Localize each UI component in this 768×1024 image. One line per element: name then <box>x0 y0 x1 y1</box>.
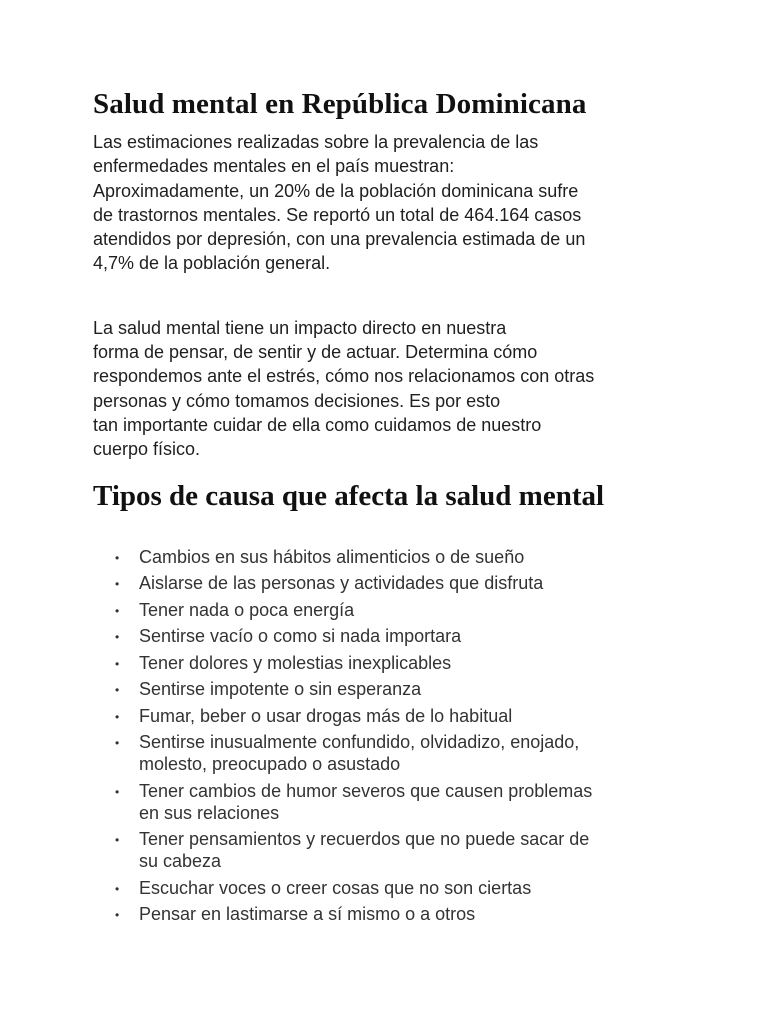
list-item-line: en sus relaciones <box>139 802 280 823</box>
paragraph-line: Las estimaciones realizadas sobre la prevalencia de las <box>93 132 539 152</box>
list-item-line: Cambios en sus hábitos alimenticios o de sueño <box>139 546 525 567</box>
list-item <box>93 599 683 621</box>
list-item-text <box>139 599 683 621</box>
list-item-line: Escuchar voces o creer cosas que no son ciertas <box>139 877 532 898</box>
bullet-icon: • <box>115 656 120 671</box>
paragraph-line: La salud mental tiene un impacto directo en nuestra <box>93 317 507 338</box>
paragraph-line: 4,7% de la población general. <box>93 253 331 274</box>
bullet-icon: • <box>115 577 120 592</box>
list-item-text <box>139 780 683 824</box>
list-item <box>93 705 683 727</box>
list-item <box>93 877 683 899</box>
list-item-line: Sentirse impotente o sin esperanza <box>139 679 422 700</box>
list-item-text <box>139 546 683 568</box>
list-item-line: molesto, preocupado o asustado <box>139 754 401 775</box>
paragraph-line: atendidos por depresión, con una prevalencia estimada de un <box>93 229 586 250</box>
paragraph-estimaciones <box>93 130 683 276</box>
section-title-salud-mental: Salud mental en República Dominicana <box>93 88 587 120</box>
list-item <box>93 625 683 647</box>
list-item-line: Sentirse inusualmente confundido, olvidadizo, enojado, <box>139 732 580 753</box>
list-item <box>93 903 683 925</box>
section-title-tipos-de-causa: Tipos de causa que afecta la salud mental <box>93 479 605 512</box>
list-item <box>93 678 683 700</box>
causes-list <box>93 546 683 926</box>
list-item-line: Tener nada o poca energía <box>139 599 355 620</box>
bullet-icon: • <box>115 881 120 896</box>
paragraph-impacto <box>93 316 683 462</box>
list-item-text <box>139 652 683 674</box>
list-item-line: su cabeza <box>139 851 222 872</box>
paragraph-line: Aproximadamente, un 20% de la población dominicana sufre <box>93 180 579 201</box>
bullet-icon: • <box>115 683 120 698</box>
paragraph-line: forma de pensar, de sentir y de actuar. Determina cómo <box>93 342 538 363</box>
bullet-icon: • <box>115 550 120 565</box>
bullet-icon: • <box>115 833 120 848</box>
list-item <box>93 572 683 594</box>
list-item-line: Tener dolores y molestias inexplicables <box>139 652 452 673</box>
list-item-text <box>139 678 683 700</box>
list-item-text <box>139 903 683 925</box>
document-page <box>93 84 683 930</box>
list-item-text <box>139 705 683 727</box>
list-item <box>93 731 683 775</box>
list-item-line: Sentirse vacío o como si nada importara <box>139 626 462 647</box>
list-item <box>93 828 683 872</box>
paragraph-line: cuerpo físico. <box>93 439 201 460</box>
bullet-icon: • <box>115 709 120 724</box>
list-item-line: Fumar, beber o usar drogas más de lo habitual <box>139 705 513 726</box>
paragraph-line: tan importante cuidar de ella como cuidamos de nuestro <box>93 414 542 435</box>
paragraph-spacer <box>93 276 683 316</box>
list-item-line: Pensar en lastimarse a sí mismo o a otros <box>139 904 476 925</box>
list-item-line: Aislarse de las personas y actividades que disfruta <box>139 573 544 594</box>
list-item <box>93 780 683 824</box>
list-item-line: Tener cambios de humor severos que causen problemas <box>139 780 593 801</box>
bullet-icon: • <box>115 603 120 618</box>
bullet-icon: • <box>115 908 120 923</box>
list-item-text <box>139 625 683 647</box>
bullet-icon: • <box>115 630 120 645</box>
paragraph-line: respondemos ante el estrés, cómo nos relacionamos con otras <box>93 366 595 387</box>
list-item-line: Tener pensamientos y recuerdos que no puede sacar de <box>139 829 590 850</box>
paragraph-line: personas y cómo tomamos decisiones. Es por esto <box>93 390 501 411</box>
list-item <box>93 546 683 568</box>
paragraph-line: enfermedades mentales en el país muestran: <box>93 156 455 177</box>
list-item <box>93 652 683 674</box>
list-item-text <box>139 731 683 775</box>
bullet-icon: • <box>115 736 120 751</box>
paragraph-line: de trastornos mentales. Se reportó un total de 464.164 casos <box>93 204 582 225</box>
list-item-text <box>139 572 683 594</box>
list-item-text <box>139 828 683 872</box>
list-item-text <box>139 877 683 899</box>
bullet-icon: • <box>115 784 120 799</box>
